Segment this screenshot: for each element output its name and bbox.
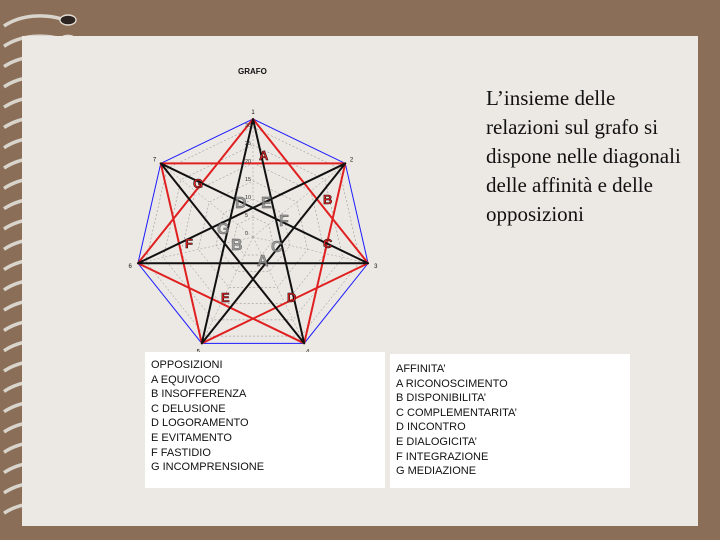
vertex-number: 6 xyxy=(128,264,132,271)
list-item: D INCONTRO xyxy=(396,421,466,434)
spiral-ring xyxy=(4,15,76,26)
scale-label: 20 xyxy=(245,159,252,165)
inner-letter: B xyxy=(231,237,243,254)
inner-letter: E xyxy=(261,195,272,212)
inner-letter: D xyxy=(235,195,247,212)
list-item: F INTEGRAZIONE xyxy=(396,450,489,463)
list-item: D LOGORAMENTO xyxy=(151,417,249,430)
list-item: E EVITAMENTO xyxy=(151,431,232,444)
scale-label: 25 xyxy=(245,141,252,147)
list-item: A EQUIVOCO xyxy=(151,373,221,386)
list-item: C DELUSIONE xyxy=(151,402,226,415)
outer-letter: C xyxy=(323,236,333,251)
affinita-list xyxy=(396,377,624,479)
outer-letter: A xyxy=(259,148,269,163)
list-item: A RICONOSCIMENTO xyxy=(396,377,508,390)
list-item: C COMPLEMENTARITA’ xyxy=(396,406,518,419)
scale-label: 0 xyxy=(245,231,249,237)
affinita-box xyxy=(390,354,630,488)
list-item: G MEDIAZIONE xyxy=(396,465,477,478)
vertex-number: 7 xyxy=(152,157,157,164)
outer-letter: B xyxy=(323,192,333,207)
vertex-number: 1 xyxy=(251,110,255,116)
opposizioni-box xyxy=(145,352,385,488)
inner-letter: G xyxy=(217,221,230,238)
grafo-diagram xyxy=(128,62,380,347)
list-item: G INCOMPRENSIONE xyxy=(151,461,265,474)
inner-letter: A xyxy=(257,253,269,270)
scale-label: 30 xyxy=(245,123,252,129)
scale-label: 5 xyxy=(245,213,249,219)
list-item: B INSOFFERENZA xyxy=(151,388,247,401)
list-item: F FASTIDIO xyxy=(151,446,211,459)
opposizioni-list xyxy=(151,373,379,475)
outer-letter: E xyxy=(221,290,230,305)
scale-label: 15 xyxy=(245,177,252,183)
opposizioni-title: OPPOSIZIONI xyxy=(151,359,223,371)
inner-letter: C xyxy=(271,239,283,256)
graph-title: GRAFO xyxy=(238,67,267,76)
inner-letter: F xyxy=(279,213,289,230)
outer-letter: G xyxy=(193,176,204,191)
scale-label: 10 xyxy=(245,195,252,201)
list-item: B DISPONIBILITA’ xyxy=(396,392,487,405)
vertex-number: 3 xyxy=(374,264,378,271)
outer-letter: D xyxy=(287,290,297,305)
affinita-title: AFFINITA’ xyxy=(396,363,446,375)
caption-text: L’insieme delle relazioni sul grafo si dispone nelle diagonali delle affinità e delle opposizioni xyxy=(486,86,681,226)
outer-letter: F xyxy=(185,236,193,251)
vertex-number: 2 xyxy=(349,157,354,164)
list-item: E DIALOGICITA’ xyxy=(396,435,477,448)
